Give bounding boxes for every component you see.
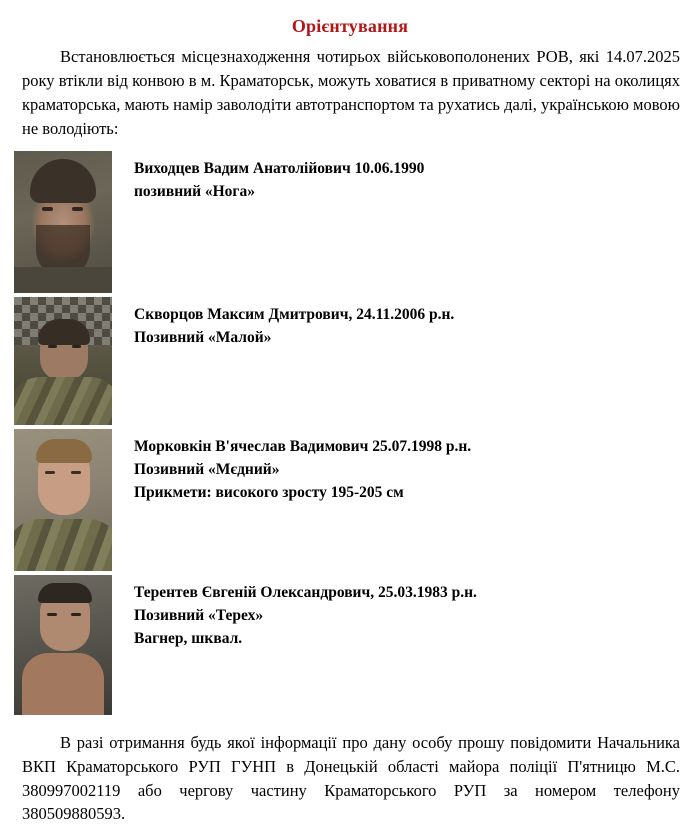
list-item [14, 429, 686, 571]
person-callsign-line: Позивний «Терех» [134, 606, 264, 624]
person-name-line: Виходцев Вадим Анатолійович 10.06.1990 [134, 159, 425, 177]
page-title: Орієнтування [291, 16, 409, 36]
person-details [112, 575, 477, 651]
list-item [14, 151, 686, 293]
intro-paragraph: Встановлюється місцезнаходження чотирьох військовополонених РОВ, які 14.07.2025 року втікли від конвою в м. Краматорськ, можуть ховатися в приватному секторі на околицях краматорська, мають намір заволодіти автотранспортом та рухатись далі, українською мовою не володіють: [22, 47, 680, 138]
person-name-line: Скворцов Максим Дмитрович, 24.11.2006 р.н. [134, 305, 455, 323]
list-item [14, 297, 686, 425]
person-name-line: Терентев Євгеній Олександрович, 25.03.1983 р.н. [134, 583, 477, 601]
person-name-line: Морковкін В'ячеслав Вадимович 25.07.1998 р.н. [134, 437, 472, 455]
person-details [112, 297, 454, 350]
portrait-morkovkin [14, 429, 112, 571]
portrait-vykhodtsev [14, 151, 112, 293]
person-callsign-line: Позивний «Мєдний» [134, 460, 280, 478]
person-unit-line: Вагнер, шквал. [134, 630, 243, 648]
persons-list [14, 151, 686, 715]
portrait-skvortsov [14, 297, 112, 425]
person-callsign-line: позивний «Нога» [134, 182, 255, 200]
portrait-terentev [14, 575, 112, 715]
person-details [112, 429, 471, 505]
person-details [112, 151, 424, 204]
list-item [14, 575, 686, 715]
person-features-line: Прикмети: високого зросту 195-205 см [134, 484, 404, 502]
person-callsign-line: Позивний «Малой» [134, 328, 272, 346]
footer-paragraph: В разі отримання будь якої інформації про дану особу прошу повідомити Начальника ВКП Краматорського РУП ГУНП в Донецькій області майора поліції П'ятницю М.С. 380997002119 або чергову частину Краматорського РУП за номером телефону 380509880593. [22, 732, 680, 824]
